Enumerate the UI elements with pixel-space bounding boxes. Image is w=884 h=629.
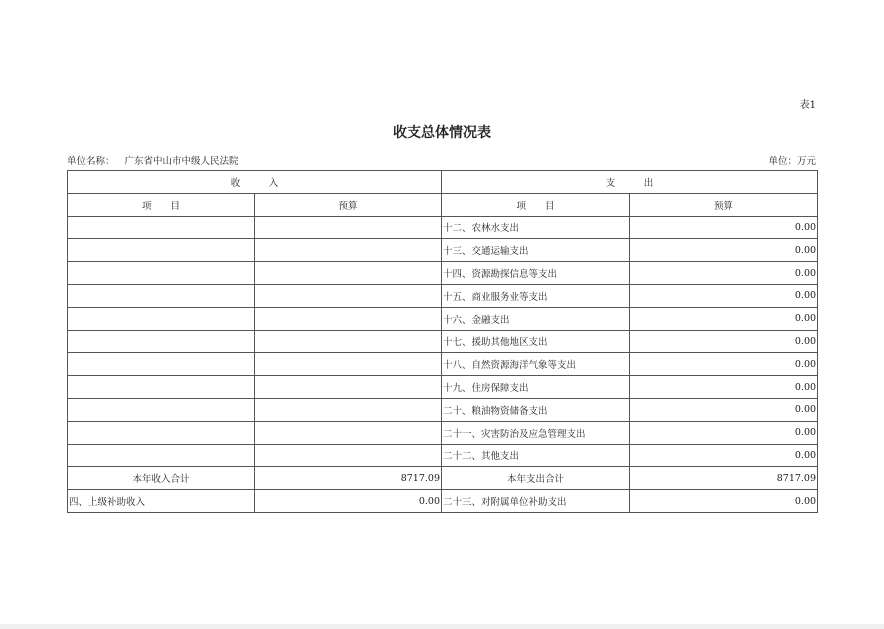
section-header-row [68,171,818,194]
income-budget-cell [255,262,442,285]
expense-item-cell: 十七、援助其他地区支出 [442,330,630,353]
unit-name-line [67,153,239,167]
income-item-cell [68,216,255,239]
expense-budget-cell: 0.00 [630,353,818,376]
income-total-label: 本年收入合计 [68,467,255,490]
income-item-column-header: 项 目 [68,193,255,216]
table-row [68,490,818,513]
expense-item-cell: 十六、金融支出 [442,307,630,330]
income-item-cell [68,376,255,399]
income-item-cell [68,284,255,307]
income-item-cell [68,421,255,444]
income-item-cell [68,353,255,376]
income-item-cell [68,330,255,353]
income-budget-cell [255,353,442,376]
income-item-cell [68,444,255,467]
expense-item-cell: 二十、粮油物资储备支出 [442,398,630,421]
expense-item-cell: 十五、商业服务业等支出 [442,284,630,307]
income-budget-cell: 0.00 [255,490,442,513]
money-unit: 单位：万元 [768,156,816,167]
income-item-cell [68,307,255,330]
expense-item-cell: 二十二、其他支出 [442,444,630,467]
unit-name-label: 单位名称： [67,156,115,167]
income-section-header: 收 入 [68,171,442,194]
table-row [68,421,818,444]
table-number: 表1 [799,100,816,111]
expense-item-cell: 十三、交通运输支出 [442,239,630,262]
expense-item-cell: 十四、资源勘探信息等支出 [442,262,630,285]
table-row [68,444,818,467]
expense-item-cell: 十八、自然资源海洋气象等支出 [442,353,630,376]
expense-item-cell: 十二、农林水支出 [442,216,630,239]
expense-budget-cell: 0.00 [630,421,818,444]
income-budget-cell [255,284,442,307]
income-budget-cell [255,444,442,467]
expense-budget-cell: 0.00 [630,216,818,239]
income-budget-cell [255,239,442,262]
column-header-row [68,193,818,216]
income-budget-column-header: 预算 [255,193,442,216]
table-row [68,330,818,353]
income-item-cell [68,239,255,262]
expense-total-label: 本年支出合计 [442,467,630,490]
table-row [68,376,818,399]
expense-budget-cell: 0.00 [630,239,818,262]
table-row [68,262,818,285]
viewer-bottom-band [0,624,884,629]
table-row [68,398,818,421]
table-row [68,239,818,262]
expense-item-cell: 十九、住房保障支出 [442,376,630,399]
expense-item-column-header: 项 目 [442,193,630,216]
income-total-value: 8717.09 [255,467,442,490]
table-row [68,353,818,376]
expense-budget-cell: 0.00 [630,330,818,353]
table-row [68,216,818,239]
expense-total-value: 8717.09 [630,467,818,490]
expense-section-header: 支 出 [442,171,818,194]
table-row [68,284,818,307]
unit-name-value: 广东省中山市中级人民法院 [124,156,239,167]
budget-table [67,170,818,513]
total-row [68,467,818,490]
income-budget-cell [255,307,442,330]
expense-item-cell: 二十三、对附属单位补助支出 [442,490,630,513]
income-budget-cell [255,398,442,421]
expense-budget-cell: 0.00 [630,444,818,467]
expense-budget-column-header: 预算 [630,193,818,216]
expense-budget-cell: 0.00 [630,376,818,399]
expense-budget-cell: 0.00 [630,490,818,513]
income-item-cell [68,398,255,421]
expense-budget-cell: 0.00 [630,262,818,285]
expense-budget-cell: 0.00 [630,398,818,421]
table-row [68,307,818,330]
expense-item-cell: 二十一、灾害防治及应急管理支出 [442,421,630,444]
expense-budget-cell: 0.00 [630,284,818,307]
income-item-cell: 四、上级补助收入 [68,490,255,513]
income-budget-cell [255,330,442,353]
income-item-cell [68,262,255,285]
page-title: 收支总体情况表 [393,125,491,141]
income-budget-cell [255,216,442,239]
expense-budget-cell: 0.00 [630,307,818,330]
income-budget-cell [255,376,442,399]
income-budget-cell [255,421,442,444]
